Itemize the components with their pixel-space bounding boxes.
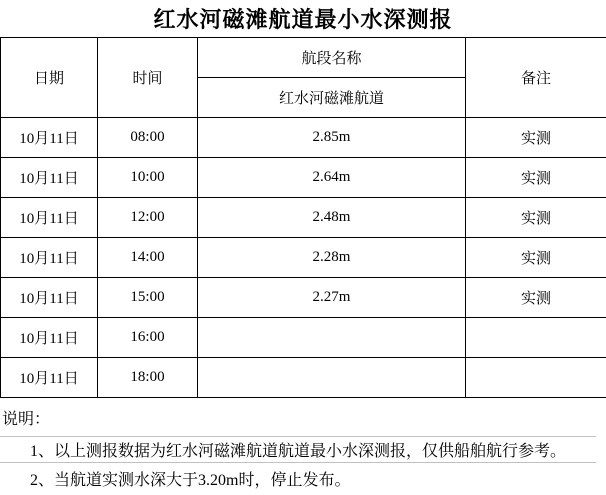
col-header-segment-group: 航段名称 [198, 38, 466, 78]
remark-cell: 实测 [466, 118, 606, 158]
depth-cell [198, 318, 466, 358]
note-item-2: 2、当航道实测水深大于3.20m时，停止发布。 [30, 472, 351, 489]
col-header-time: 时间 [98, 38, 198, 118]
date-cell: 10月11日 [1, 158, 98, 198]
remark-cell: 实测 [466, 158, 606, 198]
time-cell: 14:00 [98, 238, 198, 278]
header-row-top [1, 38, 606, 78]
notes-label: 说明： [0, 398, 596, 437]
time-cell: 08:00 [98, 118, 198, 158]
notes-section [0, 398, 606, 494]
col-header-remark: 备注 [466, 38, 606, 118]
depth-cell: 2.85m [198, 118, 466, 158]
table-row [1, 278, 606, 318]
remark-cell: 实测 [466, 278, 606, 318]
time-cell: 18:00 [98, 358, 198, 398]
table-row [1, 118, 606, 158]
date-cell: 10月11日 [1, 358, 98, 398]
depth-report-table [0, 37, 606, 398]
time-cell: 12:00 [98, 198, 198, 238]
table-row [1, 318, 606, 358]
date-cell: 10月11日 [1, 238, 98, 278]
depth-cell: 2.28m [198, 238, 466, 278]
depth-cell [198, 358, 466, 398]
note-item-1: 1、以上测报数据为红水河磁滩航道航道最小水深测报，仅供船舶航行参考。 [0, 437, 596, 463]
depth-cell: 2.48m [198, 198, 466, 238]
table-row [1, 238, 606, 278]
date-cell: 10月11日 [1, 118, 98, 158]
date-cell: 10月11日 [1, 278, 98, 318]
table-row [1, 158, 606, 198]
depth-cell: 2.27m [198, 278, 466, 318]
time-cell: 10:00 [98, 158, 198, 198]
remark-cell: 实测 [466, 238, 606, 278]
table-row [1, 198, 606, 238]
date-cell: 10月11日 [1, 318, 98, 358]
col-header-date: 日期 [1, 38, 98, 118]
date-cell: 10月11日 [1, 198, 98, 238]
remark-cell: 实测 [466, 198, 606, 238]
remark-cell [466, 358, 606, 398]
remark-cell [466, 318, 606, 358]
depth-cell: 2.64m [198, 158, 466, 198]
time-cell: 16:00 [98, 318, 198, 358]
col-header-segment-name: 红水河磁滩航道 [198, 78, 466, 118]
page-title: 红水河磁滩航道最小水深测报 [153, 7, 453, 32]
time-cell: 15:00 [98, 278, 198, 318]
table-row [1, 358, 606, 398]
